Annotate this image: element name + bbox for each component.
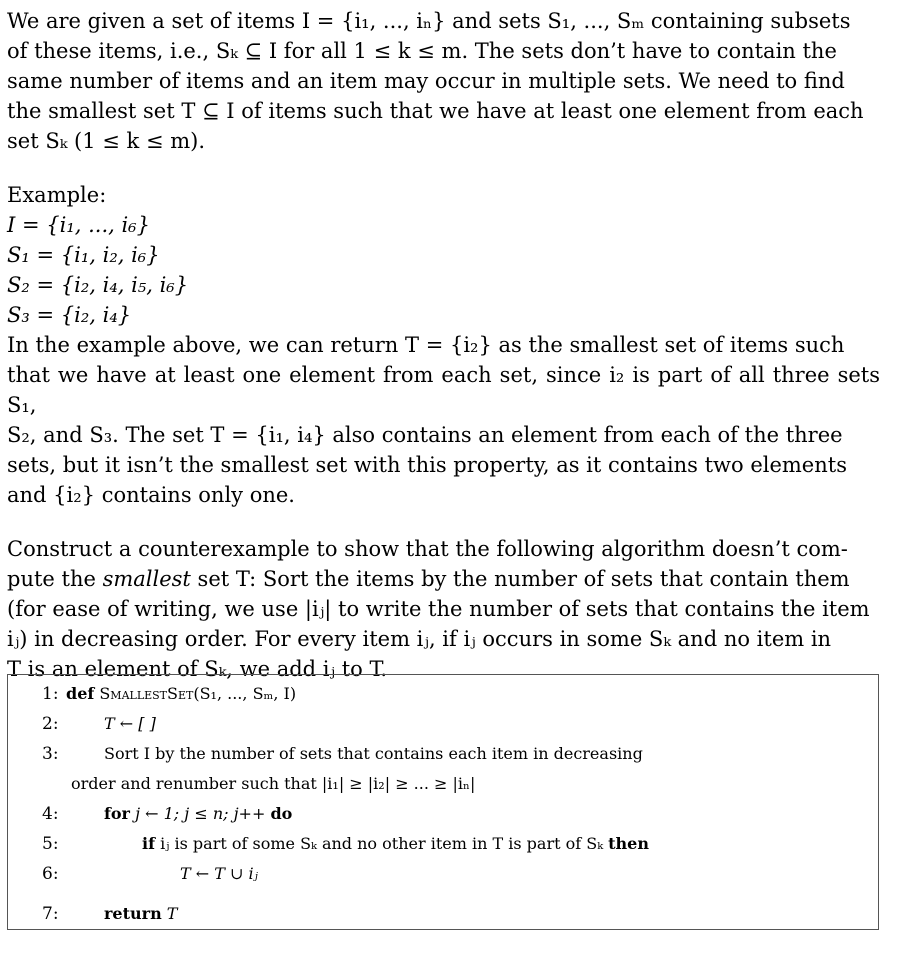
line-number: 6: [42,864,59,884]
example-explanation-line: that we have at least one element from each set, since i₂ is part of all three sets S₁, [7,363,880,417]
problem-line: We are given a set of items I = {i₁, ..., iₙ} and sets S₁, ..., Sₘ containing subsets [7,9,851,33]
algorithm-line [18,829,860,859]
task-statement [7,534,880,684]
line-number: 5: [42,834,59,854]
problem-statement [7,6,880,156]
algorithm-box [7,674,879,930]
keyword: return [104,904,162,923]
algorithm-line-continued [18,769,860,799]
algorithm-line [18,739,860,769]
keyword: for [104,804,130,823]
keyword: def [66,684,95,703]
task-line: iⱼ) in decreasing order. For every item iⱼ, if iⱼ occurs in some Sₖ and no item in [7,627,832,651]
task-emphasis: smallest [102,567,191,591]
line-number: 2: [42,714,59,734]
statement: Sort I by the number of sets that contains each item in decreasing [104,744,643,763]
line-number: 1: [42,684,59,704]
algorithm-line [18,709,860,739]
example-explanation-line: S₂, and S₃. The set T = {i₁, i₄} also contains an element from each of the three [7,423,843,447]
example-section [7,180,880,510]
example-set-line: S₃ = {i₂, i₄} [7,303,132,327]
keyword: do [270,804,293,823]
function-signature: SmallestSet(S₁, ..., Sₘ, I) [99,684,297,703]
statement-continuation: order and renumber such that |i₁| ≥ |i₂| ≥ ... ≥ |iₙ| [71,774,476,793]
example-set-line: I = {i₁, ..., i₆} [7,213,150,237]
problem-line: the smallest set T ⊆ I of items such that we have at least one element from each [7,99,864,123]
example-explanation-line: and {i₂} contains only one. [7,483,295,507]
problem-line: set Sₖ (1 ≤ k ≤ m). [7,129,205,153]
example-heading: Example: [7,183,107,207]
algorithm-line [18,859,860,889]
loop-header: j ← 1; j ≤ n; j++ [135,804,266,823]
algorithm-line [18,799,860,829]
task-line [7,564,880,594]
return-value: T [166,904,178,923]
algorithm-line [18,899,860,929]
example-set-line: S₁ = {i₁, i₂, i₆} [7,243,160,267]
example-set-line: S₂ = {i₂, i₄, i₅, i₆} [7,273,189,297]
condition: iⱼ is part of some Sₖ and no other item in T is part of Sₖ [160,834,604,853]
task-line: T is an element of Sₖ, we add iⱼ to T. [7,657,388,681]
algorithm-line [18,679,860,709]
example-explanation-line: In the example above, we can return T = {i₂} as the smallest set of items such [7,333,845,357]
task-line: Construct a counterexample to show that the following algorithm doesn’t com- [7,537,848,561]
keyword: then [608,834,649,853]
keyword: if [142,834,155,853]
statement: T ← T ∪ iⱼ [180,864,258,883]
example-explanation-line: sets, but it isn’t the smallest set with this property, as it contains two elements [7,453,847,477]
line-number: 7: [42,904,59,924]
line-number: 4: [42,804,59,824]
statement: T ← [ ] [104,714,156,733]
task-text: pute the [7,567,103,591]
line-number: 3: [42,744,59,764]
task-text: set T: Sort the items by the number of sets that contain them [190,567,850,591]
problem-line: same number of items and an item may occur in multiple sets. We need to find [7,69,845,93]
task-line: (for ease of writing, we use |iⱼ| to write the number of sets that contains the item [7,597,870,621]
problem-line: of these items, i.e., Sₖ ⊆ I for all 1 ≤ k ≤ m. The sets don’t have to contain the [7,39,837,63]
